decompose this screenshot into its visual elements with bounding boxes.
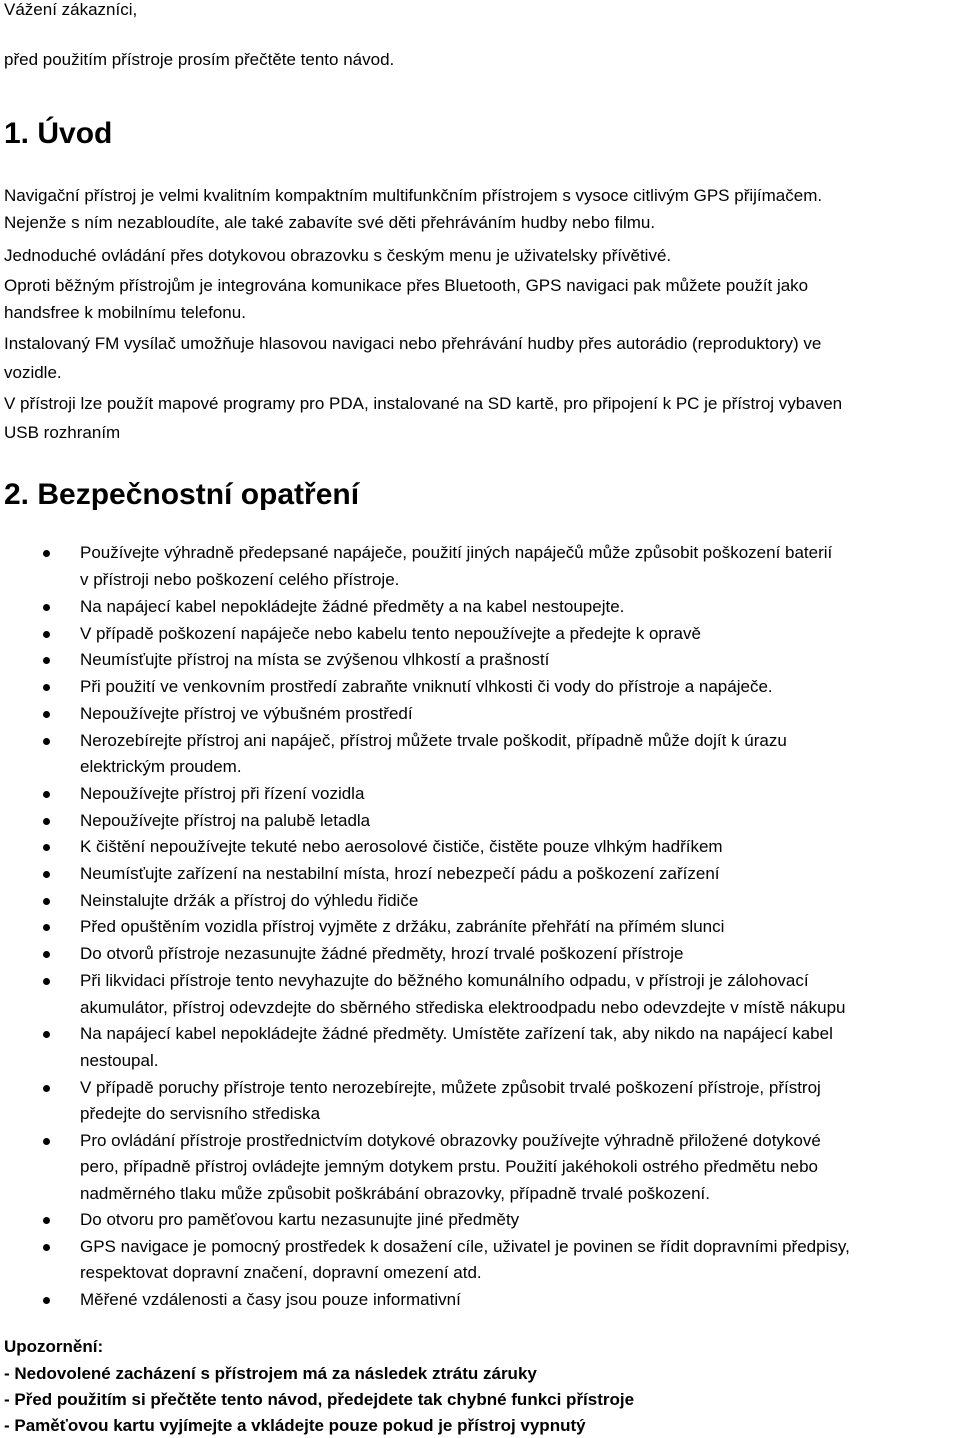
paragraph-line: handsfree k mobilnímu telefonu. [4, 303, 246, 322]
bullet-text: Na napájecí kabel nepokládejte žádné předměty a na kabel nestoupejte. [80, 597, 625, 616]
bullet-icon [43, 1085, 50, 1092]
bullet-icon [43, 684, 50, 691]
bullet-text: Do otvoru pro paměťovou kartu nezasunujte jiné předměty [80, 1210, 520, 1229]
warning-heading: Upozornění: [4, 1337, 104, 1356]
paragraph-line: Instalovaný FM vysílač umožňuje hlasovou navigaci nebo přehrávání hudby přes autorádio (reproduktory) ve [4, 334, 822, 353]
bullet-text: Nerozebírejte přístroj ani napáječ, přístroj můžete trvale poškodit, případně může dojít k úrazu [80, 731, 787, 750]
bullet-icon [43, 818, 50, 825]
paragraph-line: vozidle. [4, 363, 62, 382]
bullet-text: Neumísťujte zařízení na nestabilní místa, hrozí nebezpečí pádu a poškození zařízení [80, 864, 720, 883]
greeting-text: Vážení zákazníci, [4, 0, 138, 19]
bullet-text: Na napájecí kabel nepokládejte žádné předměty. Umístěte zařízení tak, aby nikdo na napájecí kabel [80, 1024, 833, 1043]
bullet-text: Měřené vzdálenosti a časy jsou pouze informativní [80, 1290, 461, 1309]
bullet-text: Neinstalujte držák a přístroj do výhledu řidiče [80, 891, 419, 910]
bullet-icon [43, 711, 50, 718]
bullet-text: K čištění nepoužívejte tekuté nebo aerosolové čističe, čistěte pouze vlhkým hadříkem [80, 837, 723, 856]
bullet-icon [43, 924, 50, 931]
bullet-icon [43, 978, 50, 985]
bullet-icon [43, 1297, 50, 1304]
bullet-text: akumulátor, přístroj odevzdejte do sběrného střediska elektroodpadu nebo odevzdejte v místě nákupu [80, 998, 846, 1017]
section-2-heading: 2. Bezpečnostní opatření [4, 478, 360, 511]
bullet-icon [43, 1244, 50, 1251]
bullet-text: GPS navigace je pomocný prostředek k dosažení cíle, uživatel je povinen se řídit dopravními předpisy, [80, 1237, 850, 1256]
paragraph-line: V přístroji lze použít mapové programy pro PDA, instalované na SD kartě, pro připojení k PC je přístroj vybaven [4, 394, 843, 413]
bullet-icon [43, 1031, 50, 1038]
bullet-text: v přístroji nebo poškození celého přístroje. [80, 570, 400, 589]
bullet-icon [43, 791, 50, 798]
bullet-text: V případě poruchy přístroje tento nerozebírejte, můžete způsobit trvalé poškození přístroje, přístroj [80, 1078, 821, 1097]
bullet-text: respektovat dopravní značení, dopravní omezení atd. [80, 1263, 482, 1282]
bullet-text: Používejte výhradně předepsané napáječe, použití jiných napáječů může způsobit poškození baterií [80, 543, 833, 562]
bullet-icon [43, 1138, 50, 1145]
bullet-icon [43, 550, 50, 557]
bullet-icon [43, 898, 50, 905]
paragraph-line: Oproti běžným přístrojům je integrována komunikace přes Bluetooth, GPS navigaci pak můžete použít jako [4, 276, 809, 295]
bullet-icon [43, 871, 50, 878]
paragraph-line: Jednoduché ovládání přes dotykovou obrazovku s českým menu je uživatelsky přívětivé. [4, 246, 672, 265]
bullet-icon [43, 844, 50, 851]
paragraph-line: USB rozhraním [4, 423, 121, 442]
bullet-text: Nepoužívejte přístroj ve výbušném prostředí [80, 704, 413, 723]
bullet-text: Nepoužívejte přístroj při řízení vozidla [80, 784, 365, 803]
bullet-icon [43, 657, 50, 664]
bullet-icon [43, 1217, 50, 1224]
warning-line: - Před použitím si přečtěte tento návod, předejdete tak chybné funkci přístroje [4, 1390, 635, 1409]
bullet-text: nestoupal. [80, 1051, 159, 1070]
paragraph-line: Nejenže s ním nezabloudíte, ale také zabavíte své děti přehráváním hudby nebo filmu. [4, 213, 656, 232]
bullet-icon [43, 738, 50, 745]
bullet-text: Do otvorů přístroje nezasunujte žádné předměty, hrozí trvalé poškození přístroje [80, 944, 684, 963]
bullet-text: Neumísťujte přístroj na místa se zvýšenou vlhkostí a prašností [80, 650, 550, 669]
bullet-text: pero, případně přístroj ovládejte jemným dotykem prstu. Použití jakéhokoli ostrého předmětu nebo [80, 1157, 819, 1176]
bullet-text: V případě poškození napáječe nebo kabelu tento nepoužívejte a předejte k opravě [80, 624, 701, 643]
bullet-icon [43, 631, 50, 638]
bullet-text: elektrickým proudem. [80, 757, 242, 776]
bullet-text: nadměrného tlaku může způsobit poškrábání obrazovky, případně trvalé poškození. [80, 1184, 710, 1203]
bullet-text: Před opuštěním vozidla přístroj vyjměte z držáku, zabráníte přehřátí na přímém slunci [80, 917, 725, 936]
paragraph-line: Navigační přístroj je velmi kvalitním kompaktním multifunkčním přístrojem s vysoce citlivým GPS přijímačem. [4, 186, 823, 205]
warning-line: - Paměťovou kartu vyjímejte a vkládejte pouze pokud je přístroj vypnutý [4, 1416, 586, 1435]
warning-line: - Nedovolené zacházení s přístrojem má za následek ztrátu záruky [4, 1364, 537, 1383]
section-1-heading: 1. Úvod [4, 117, 113, 150]
bullet-icon [43, 951, 50, 958]
bullet-text: předejte do servisního střediska [80, 1104, 321, 1123]
bullet-text: Při použití ve venkovním prostředí zabraňte vniknutí vlhkosti či vody do přístroje a napáječe. [80, 677, 773, 696]
bullet-text: Nepoužívejte přístroj na palubě letadla [80, 811, 371, 830]
bullet-text: Pro ovládání přístroje prostřednictvím dotykové obrazovky používejte výhradně přiložené dotykové [80, 1131, 821, 1150]
bullet-text: Při likvidaci přístroje tento nevyhazujte do běžného komunálního odpadu, v přístroji je zálohovací [80, 971, 809, 990]
bullet-icon [43, 604, 50, 611]
intro-text: před použitím přístroje prosím přečtěte tento návod. [4, 50, 395, 69]
